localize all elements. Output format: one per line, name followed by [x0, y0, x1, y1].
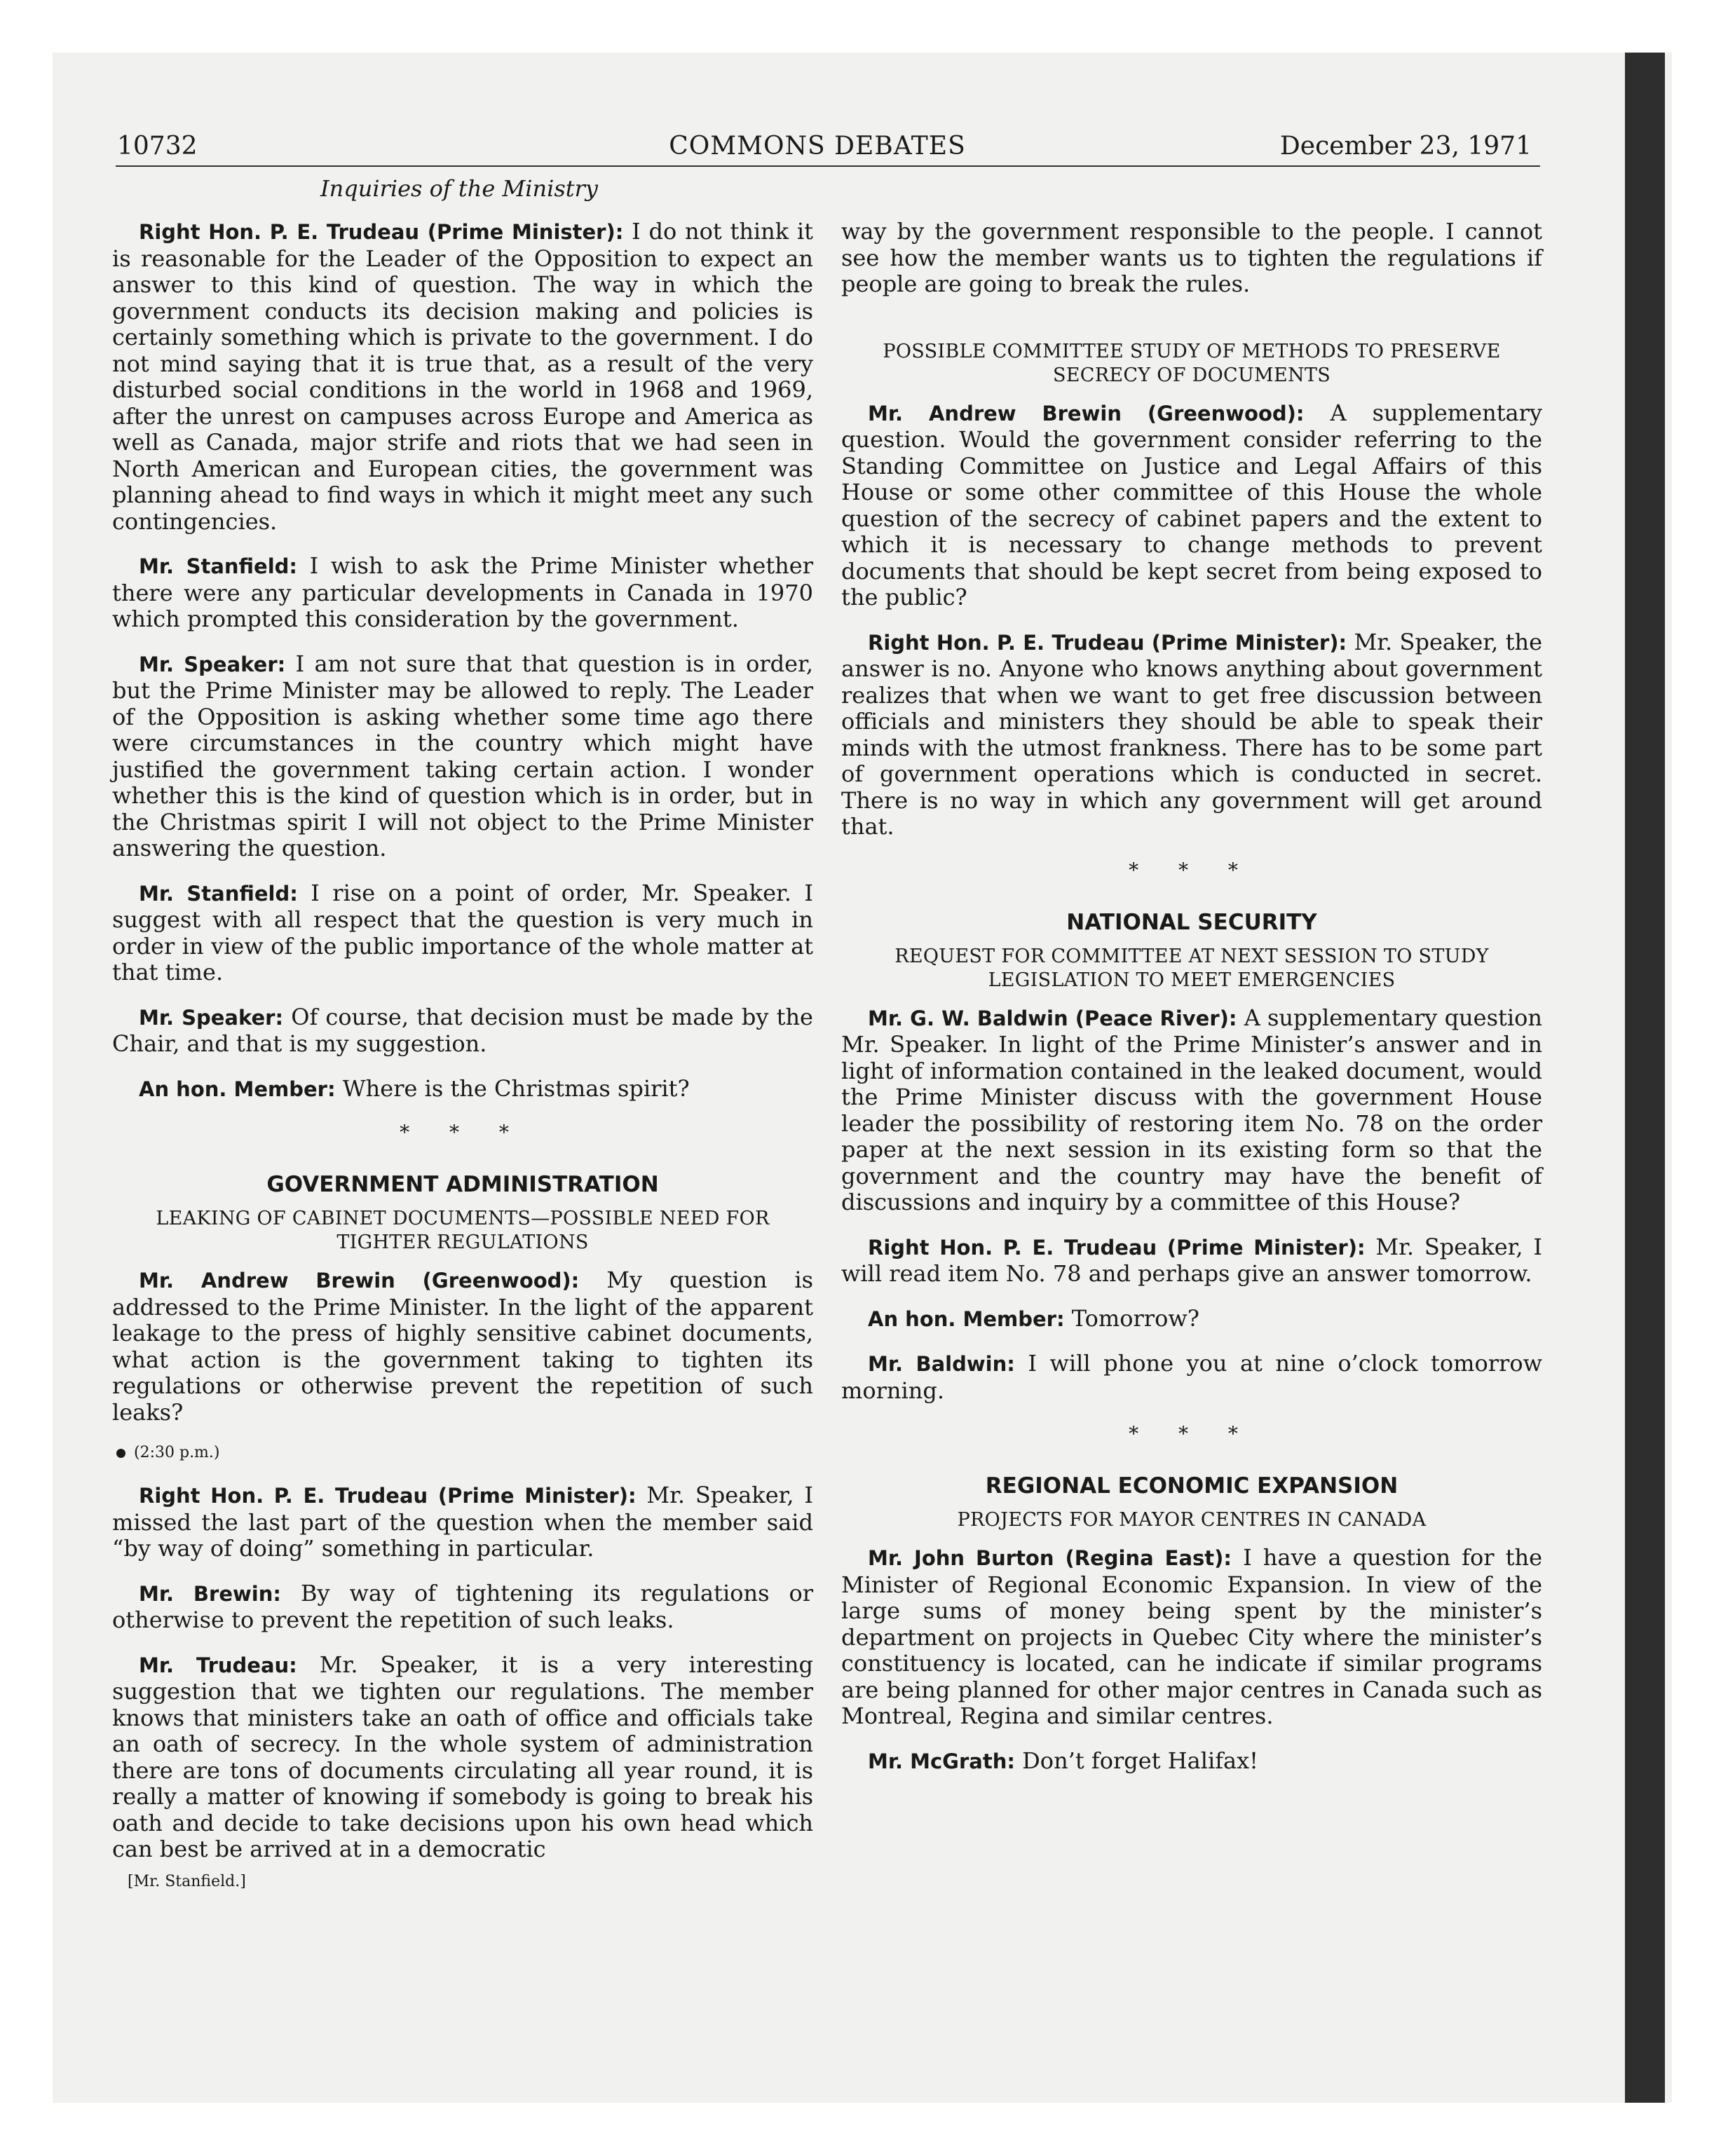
- left-column: [112, 219, 813, 1890]
- speech-paragraph: [841, 1351, 1542, 1404]
- speech-paragraph: [841, 1005, 1542, 1216]
- speech-text: Tomorrow?: [1071, 1304, 1199, 1332]
- speaker-name: Mr. Speaker:: [139, 652, 286, 676]
- speech-paragraph: [112, 880, 813, 986]
- speech-text: Don’t forget Halifax!: [1022, 1747, 1259, 1774]
- speech-text: Mr. Speaker, I will read item No. 78 and perhaps give an answer tomorrow.: [841, 1233, 1543, 1287]
- running-head: Inquiries of the Ministry: [320, 175, 598, 202]
- speaker-name: Right Hon. P. E. Trudeau (Prime Minister):: [868, 1235, 1366, 1260]
- speech-paragraph: [841, 1545, 1542, 1730]
- speech-text: My question is addressed to the Prime Minister. In the light of the apparent leakage to the press of highly sensitive cabinet documents, what action is the government taking to tighten its regulations or otherwise prevent the repetition of such leaks?: [112, 1267, 814, 1426]
- speaker-name: Right Hon. P. E. Trudeau (Prime Minister):: [139, 220, 624, 244]
- speech-paragraph: [841, 629, 1542, 840]
- header-rule: [116, 165, 1540, 167]
- right-column: [841, 219, 1542, 1793]
- section-subheading: PROJECTS FOR MAYOR CENTRES IN CANADA: [957, 1509, 1427, 1531]
- speech-paragraph: [841, 1306, 1542, 1333]
- section-separator: * * *: [1129, 1422, 1255, 1445]
- speech-paragraph: [841, 1748, 1542, 1775]
- section-subheading: REQUEST FOR COMMITTEE AT NEXT SESSION TO STUDY LEGISLATION TO MEET EMERGENCIES: [894, 945, 1489, 991]
- header-date: December 23, 1971: [1279, 132, 1532, 161]
- speech-paragraph: [841, 1234, 1542, 1288]
- speech-paragraph: [112, 219, 813, 535]
- section-heading: REGIONAL ECONOMIC EXPANSION: [985, 1473, 1399, 1499]
- speech-text: A supplementary question. Would the government consider referring to the Standing Committee on Justice and Legal Affairs of this House or some other committee of this House the whole question of the secrecy of cabinet papers and the extent to which it is necessary to change methods to prevent documents that should be kept secret from being exposed to the public?: [841, 399, 1543, 610]
- speaker-name: Mr. Stanfield:: [139, 554, 298, 578]
- speech-text: I rise on a point of order, Mr. Speaker. I suggest with all respect that the question is very much in order in view of the public importance of the whole matter at that time.: [112, 879, 814, 985]
- speech-paragraph: [112, 1482, 813, 1562]
- footnote: [Mr. Stanfield.]: [128, 1872, 246, 1890]
- timestamp-text: (2:30 p.m.): [134, 1444, 220, 1461]
- section-subheading: POSSIBLE COMMITTEE STUDY OF METHODS TO PRESERVE SECRECY OF DOCUMENTS: [883, 340, 1501, 386]
- speaker-name: Mr. Andrew Brewin (Greenwood):: [139, 1269, 580, 1292]
- speech-text: A supplementary question Mr. Speaker. In light of the Prime Minister’s answer and in light of information contained in the leaked document, would the Prime Minister discuss with the government House leader the possibility of restoring item No. 78 on the order paper at the next session in its existing form so that the government and the country may have the benefit of discussions and inquiry by a committee of this House?: [841, 1004, 1542, 1215]
- section-separator: * * *: [1129, 858, 1255, 882]
- speech-text: way by the government responsible to the people. I cannot see how the member wants us to tighten the regulations if people are going to break the rules.: [841, 218, 1542, 297]
- speaker-name: Mr. Andrew Brewin (Greenwood):: [868, 401, 1305, 425]
- speaker-name: Mr. G. W. Baldwin (Peace River):: [868, 1006, 1237, 1030]
- speech-paragraph: [112, 1652, 813, 1863]
- scan-edge-bar: [1625, 53, 1665, 2103]
- section-separator: * * *: [400, 1121, 526, 1144]
- speech-text: I will phone you at nine o’clock tomorrow morning.: [841, 1350, 1542, 1404]
- page-number: 10732: [117, 132, 198, 161]
- speaker-name: An hon. Member:: [139, 1077, 336, 1101]
- speech-text: Mr. Speaker, it is a very interesting suggestion that we tighten our regulations. The member knows that ministers take an oath of office and officials take an oath of secrecy. In the whole system of administration there are tons of documents circulating all year round, it is really a matter of knowing if somebody is going to break his oath and decide to take decisions upon his own head which can best be arrived at in a democratic: [112, 1651, 813, 1862]
- speaker-name: Right Hon. P. E. Trudeau (Prime Minister):: [868, 630, 1347, 655]
- speech-text: I am not sure that that question is in order, but the Prime Minister may be allowed to reply. The Leader of the Opposition is asking whether some time ago there were circumstances in the country which might have justified the government taking certain action. I wonder whether this is the kind of question which is in order, but in the Christmas spirit I will not object to the Prime Minister answering the question.: [112, 650, 814, 861]
- speech-text: I have a question for the Minister of Regional Economic Expansion. In view of the large sums of money being spent by the minister’s department on projects in Quebec City where the minister’s constituency is located, can he indicate if similar programs are being planned for other major centres in Canada such as Montreal, Regina and similar centres.: [841, 1544, 1543, 1729]
- bullet-icon: [116, 1449, 125, 1458]
- speaker-name: Mr. Baldwin:: [868, 1352, 1015, 1376]
- speech-paragraph: [112, 651, 813, 862]
- speaker-name: Mr. John Burton (Regina East):: [868, 1546, 1232, 1570]
- speaker-name: Right Hon. P. E. Trudeau (Prime Minister):: [139, 1484, 637, 1508]
- speech-text: Where is the Christmas spirit?: [342, 1074, 690, 1102]
- page-header: [64, 132, 1570, 168]
- journal-title: COMMONS DEBATES: [669, 132, 966, 161]
- speech-continuation: [841, 219, 1542, 298]
- speech-paragraph: [112, 553, 813, 633]
- speech-text: Mr. Speaker, the answer is no. Anyone who knows anything about government realizes that when we want to get free discussion between officials and ministers they should be able to speak their minds with the utmost frankness. There has to be some part of government operations which is conducted in secret. There is no way in which any government will get around that.: [841, 628, 1543, 840]
- speech-paragraph: [112, 1076, 813, 1103]
- speech-paragraph: [112, 1004, 813, 1058]
- speaker-name: Mr. Trudeau:: [139, 1653, 297, 1677]
- speech-text: By way of tightening its regulations or otherwise to prevent the repetition of such leaks.: [112, 1579, 814, 1633]
- section-subheading: LEAKING OF CABINET DOCUMENTS—POSSIBLE NEED FOR TIGHTER REGULATIONS: [156, 1208, 770, 1253]
- speaker-name: Mr. Speaker:: [139, 1005, 284, 1030]
- speech-paragraph: [841, 400, 1542, 611]
- speaker-name: Mr. McGrath:: [868, 1749, 1015, 1773]
- speech-text: Of course, that decision must be made by the Chair, and that is my suggestion.: [112, 1003, 813, 1057]
- speech-text: I do not think it is reasonable for the Leader of the Opposition to expect an answer to this kind of question. The way in which the government conducts its decision making and policies is certainly something which is private to the government. I do not mind saying that it is true that, as a result of the very disturbed social conditions in the world in 1968 and 1969, after the unrest on campuses across Europe and America as well as Canada, major strife and riots that we had seen in North American and European cities, the government was planning ahead to find ways in which it might meet any such contingencies.: [112, 218, 813, 535]
- speech-text: I wish to ask the Prime Minister whether there were any particular developments in Canada in 1970 which prompted this consideration by the government.: [112, 552, 814, 632]
- speech-paragraph: [112, 1581, 813, 1634]
- speech-text: Mr. Speaker, I missed the last part of the question when the member said “by way of doing” something in particular.: [112, 1482, 814, 1562]
- speaker-name: Mr. Stanfield:: [139, 881, 298, 906]
- speaker-name: Mr. Brewin:: [139, 1581, 281, 1606]
- speech-paragraph: [112, 1267, 813, 1426]
- section-heading: NATIONAL SECURITY: [1066, 909, 1317, 935]
- section-heading: GOVERNMENT ADMINISTRATION: [266, 1172, 659, 1197]
- timestamp: [116, 1444, 813, 1461]
- speaker-name: An hon. Member:: [868, 1306, 1065, 1331]
